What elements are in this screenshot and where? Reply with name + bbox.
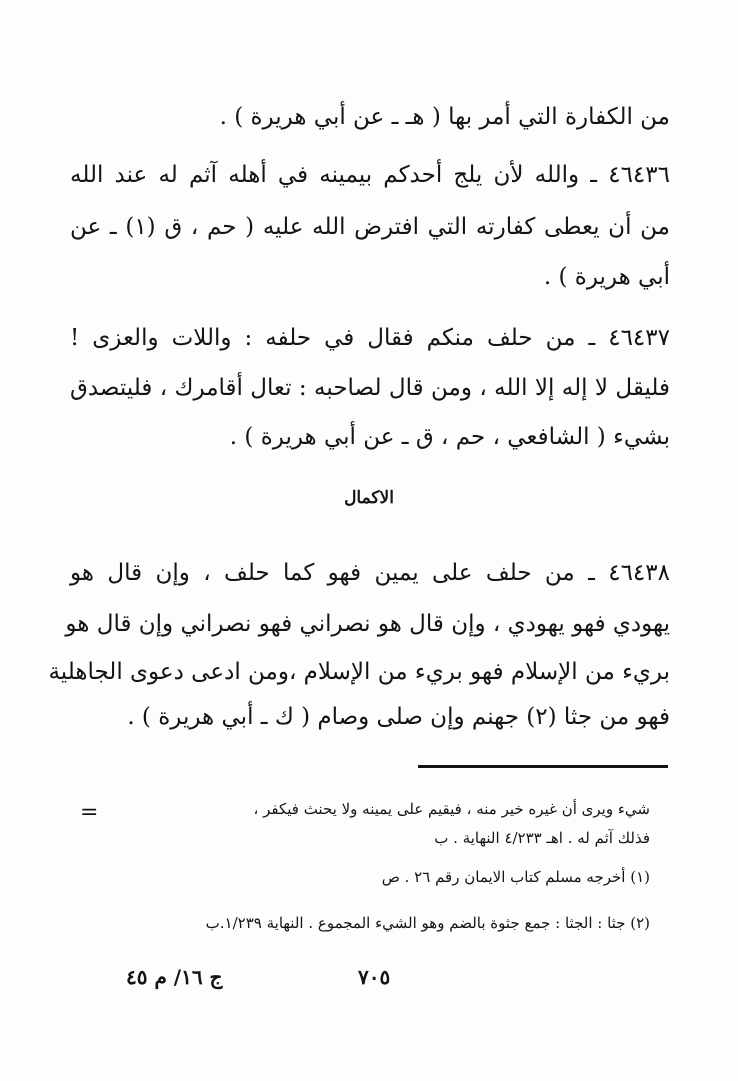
hadith-46437-line-3: بشيء ( الشافعي ، حم ، ق ـ عن أبي هريرة ) . — [229, 424, 670, 450]
hadith-46438-line-1: ٤٦٤٣٨ ـ من حلف على يمين فهو كما حلف ، وإن قال هو — [70, 560, 670, 586]
section-heading: الاكمال — [344, 488, 394, 508]
footnote-line: فذلك آثم له . اهـ ٤/٢٣٣ النهاية . ب — [434, 829, 650, 847]
footnote-2: (٢) جثا : الجثا : جمع جثوة بالضم وهو الشيء المجموع . النهاية ١/٢٣٩.ب — [205, 914, 650, 932]
text-line: من الكفارة التي أمر بها ( هـ ـ عن أبي هريرة ) . — [219, 104, 670, 130]
footnote-divider — [418, 765, 668, 768]
hadith-46437-line-1: ٤٦٤٣٧ ـ من حلف منكم فقال في حلفه : واللات والعزى ! — [70, 325, 670, 351]
footnote-1: (١) أخرجه مسلم كتاب الايمان رقم ٢٦ . ص — [381, 868, 650, 886]
hadith-46437-line-2: فليقل لا إله إلا الله ، ومن قال لصاحبه : تعال أقامرك ، فليتصدق — [70, 375, 670, 401]
volume-reference: ج ١٦/ م ٤٥ — [126, 965, 223, 989]
footnote-line: شيء ويرى أن غيره خير منه ، فيقيم على يمينه ولا يحنث فيكفر ، — [253, 800, 650, 818]
hadith-46436-line-1: ٤٦٤٣٦ ـ والله لأن يلج أحدكم بيمينه في أهله آثم له عند الله — [70, 162, 670, 188]
page-number: ٧٠٥ — [358, 965, 391, 989]
hadith-46438-line-3: بريء من الإسلام فهو بريء من الإسلام ،ومن ادعى دعوى الجاهلية — [48, 659, 670, 685]
hadith-46436-line-3: أبي هريرة ) . — [543, 264, 670, 290]
hadith-46438-line-2: يهودي فهو يهودي ، وإن قال هو نصراني فهو نصراني وإن قال هو — [65, 611, 670, 637]
hadith-46438-line-4: فهو من جثا (٢) جهنم وإن صلى وصام ( ك ـ أبي هريرة ) . — [127, 704, 670, 730]
footnote-continuation-mark: = — [80, 800, 99, 825]
hadith-46436-line-2: من أن يعطى كفارته التي افترض الله عليه ( حم ، ق (١) ـ عن — [70, 214, 670, 240]
